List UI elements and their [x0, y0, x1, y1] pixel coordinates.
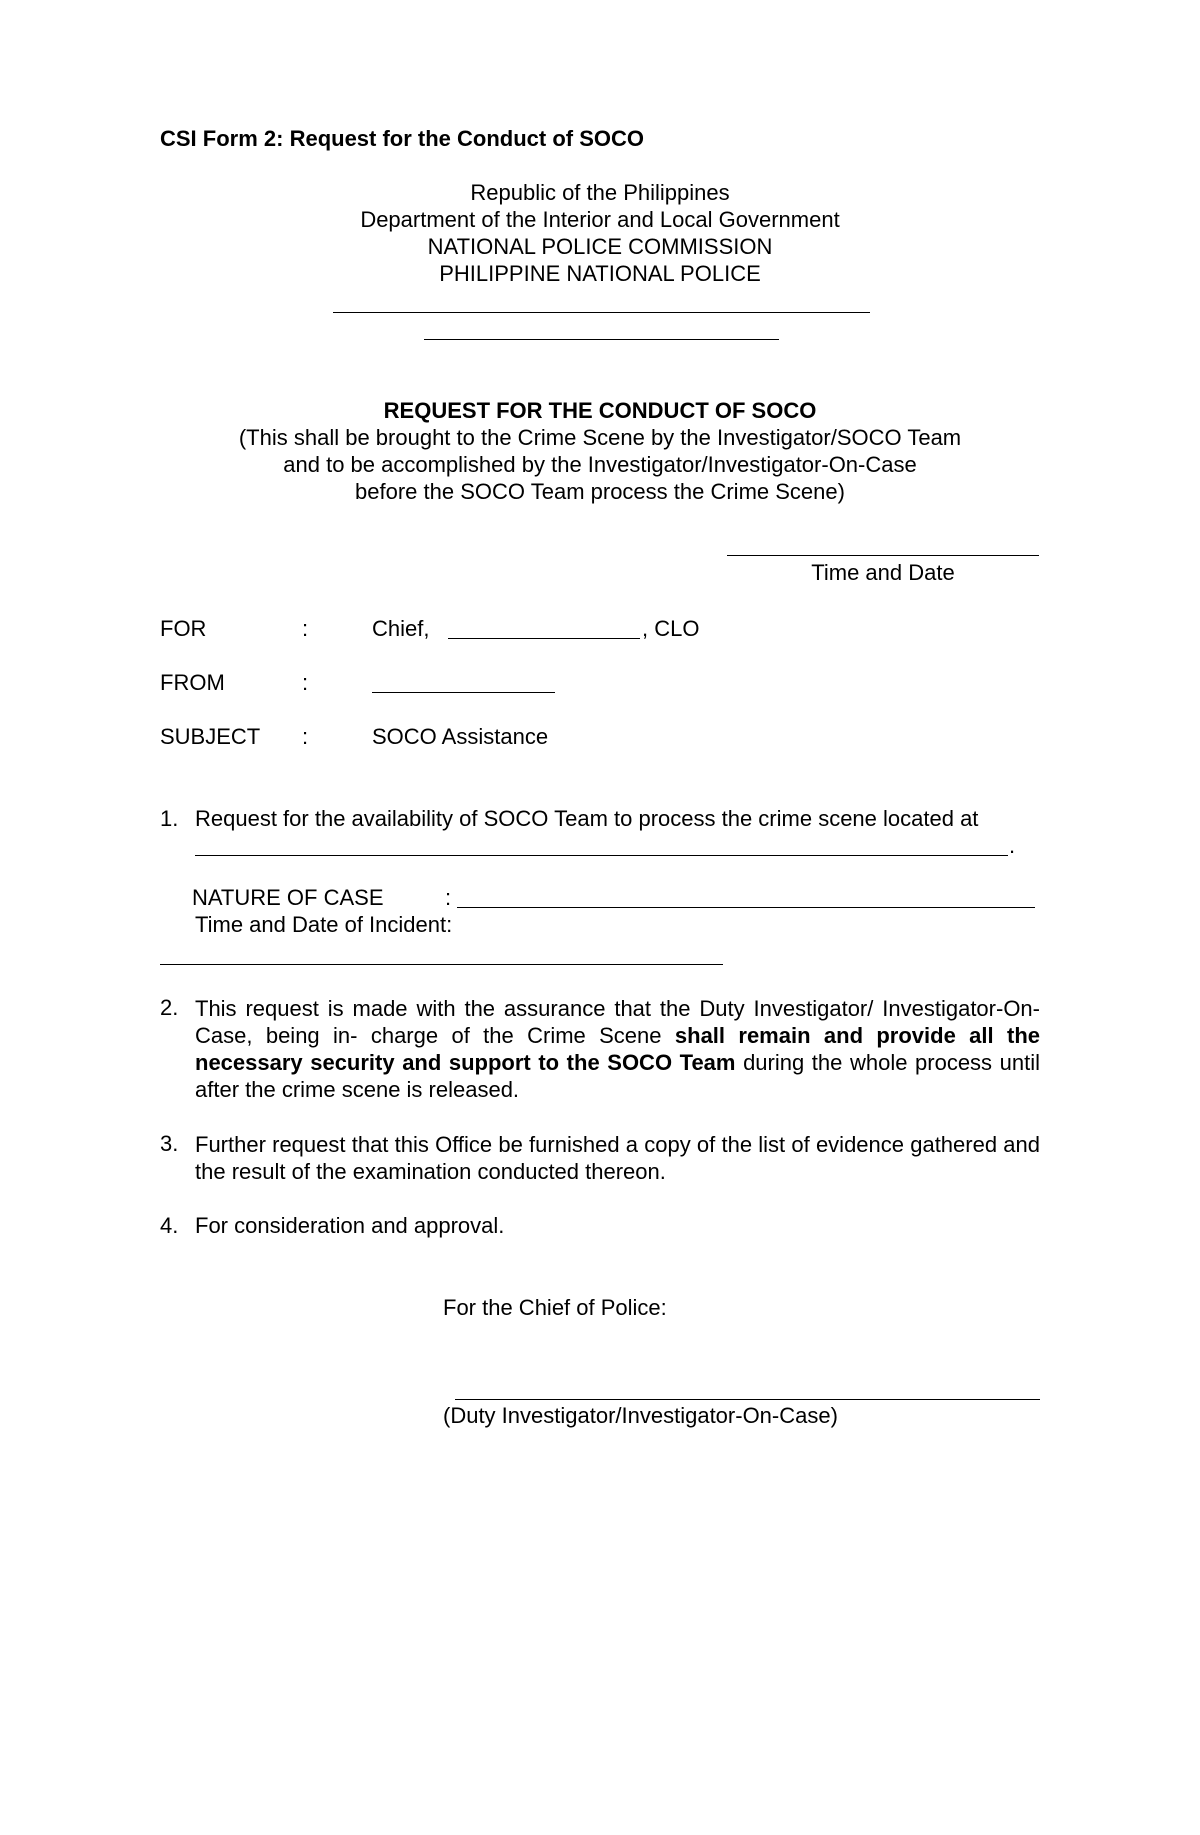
- nature-of-case-line[interactable]: [457, 907, 1035, 908]
- item-1-end: .: [1009, 833, 1016, 858]
- from-line[interactable]: [372, 692, 555, 693]
- item-3-number: 3.: [160, 1131, 179, 1156]
- heading-note-line-1: (This shall be brought to the Crime Scene by the Investigator/SOCO Team: [238, 425, 962, 450]
- for-chief-of-police: For the Chief of Police:: [443, 1295, 667, 1320]
- signature-line[interactable]: [455, 1399, 1040, 1400]
- nature-of-case-label: NATURE OF CASE: [192, 885, 384, 910]
- item-4-number: 4.: [160, 1213, 179, 1238]
- letterhead-republic: Republic of the Philippines: [470, 180, 730, 205]
- time-and-date-label: Time and Date: [811, 560, 955, 585]
- item-1-text: Request for the availability of SOCO Team to process the crime scene located at: [195, 806, 979, 831]
- nature-colon: :: [445, 885, 452, 910]
- signatory-label: (Duty Investigator/Investigator-On-Case): [443, 1403, 838, 1428]
- for-chief-prefix: Chief,: [372, 616, 430, 641]
- from-label: FROM: [160, 670, 225, 695]
- time-and-date-line[interactable]: [727, 555, 1039, 556]
- incident-time-date-label: Time and Date of Incident:: [195, 912, 453, 937]
- item-4-text: For consideration and approval.: [195, 1213, 505, 1238]
- letterhead-napolcom: NATIONAL POLICE COMMISSION: [427, 234, 773, 259]
- heading-note-line-2: and to be accomplished by the Investigator/Investigator-On-Case: [283, 452, 917, 477]
- subject-label: SUBJECT: [160, 724, 261, 749]
- for-office-line[interactable]: [448, 638, 640, 639]
- heading-note-line-3: before the SOCO Team process the Crime Scene): [355, 479, 845, 504]
- for-colon: :: [302, 616, 309, 641]
- crime-scene-location-line[interactable]: [195, 855, 1008, 856]
- item-2-text-start: This request is made with the assurance that the Duty Investigator/ Investigator-On-Case, being in- charge of the Crime Scene: [195, 996, 1040, 1048]
- incident-time-date-line[interactable]: [160, 964, 723, 965]
- office-name-line[interactable]: [333, 312, 870, 313]
- subject-value: SOCO Assistance: [372, 724, 549, 749]
- item-2-text-bold: shall remain and provide all the necessary security and support to the SOCO Team: [195, 1023, 1041, 1075]
- item-2-text: [195, 995, 1040, 1103]
- item-1-number: 1.: [160, 806, 179, 831]
- item-2-number: 2.: [160, 995, 179, 1020]
- letterhead-pnp: PHILIPPINE NATIONAL POLICE: [439, 261, 761, 286]
- item-3-text: Further request that this Office be furnished a copy of the list of evidence gathered and the result of the examination conducted thereon.: [195, 1132, 1040, 1184]
- for-label: FOR: [160, 616, 207, 641]
- request-heading: REQUEST FOR THE CONDUCT OF SOCO: [383, 398, 817, 423]
- from-colon: :: [302, 670, 309, 695]
- form-title: CSI Form 2: Request for the Conduct of SOCO: [160, 126, 645, 151]
- subject-colon: :: [302, 724, 309, 749]
- office-address-line[interactable]: [424, 339, 779, 340]
- letterhead-department: Department of the Interior and Local Government: [360, 207, 840, 232]
- for-clo-suffix: , CLO: [642, 616, 700, 641]
- item-2-text-end: during the whole process until after the crime scene is released.: [195, 1050, 1040, 1102]
